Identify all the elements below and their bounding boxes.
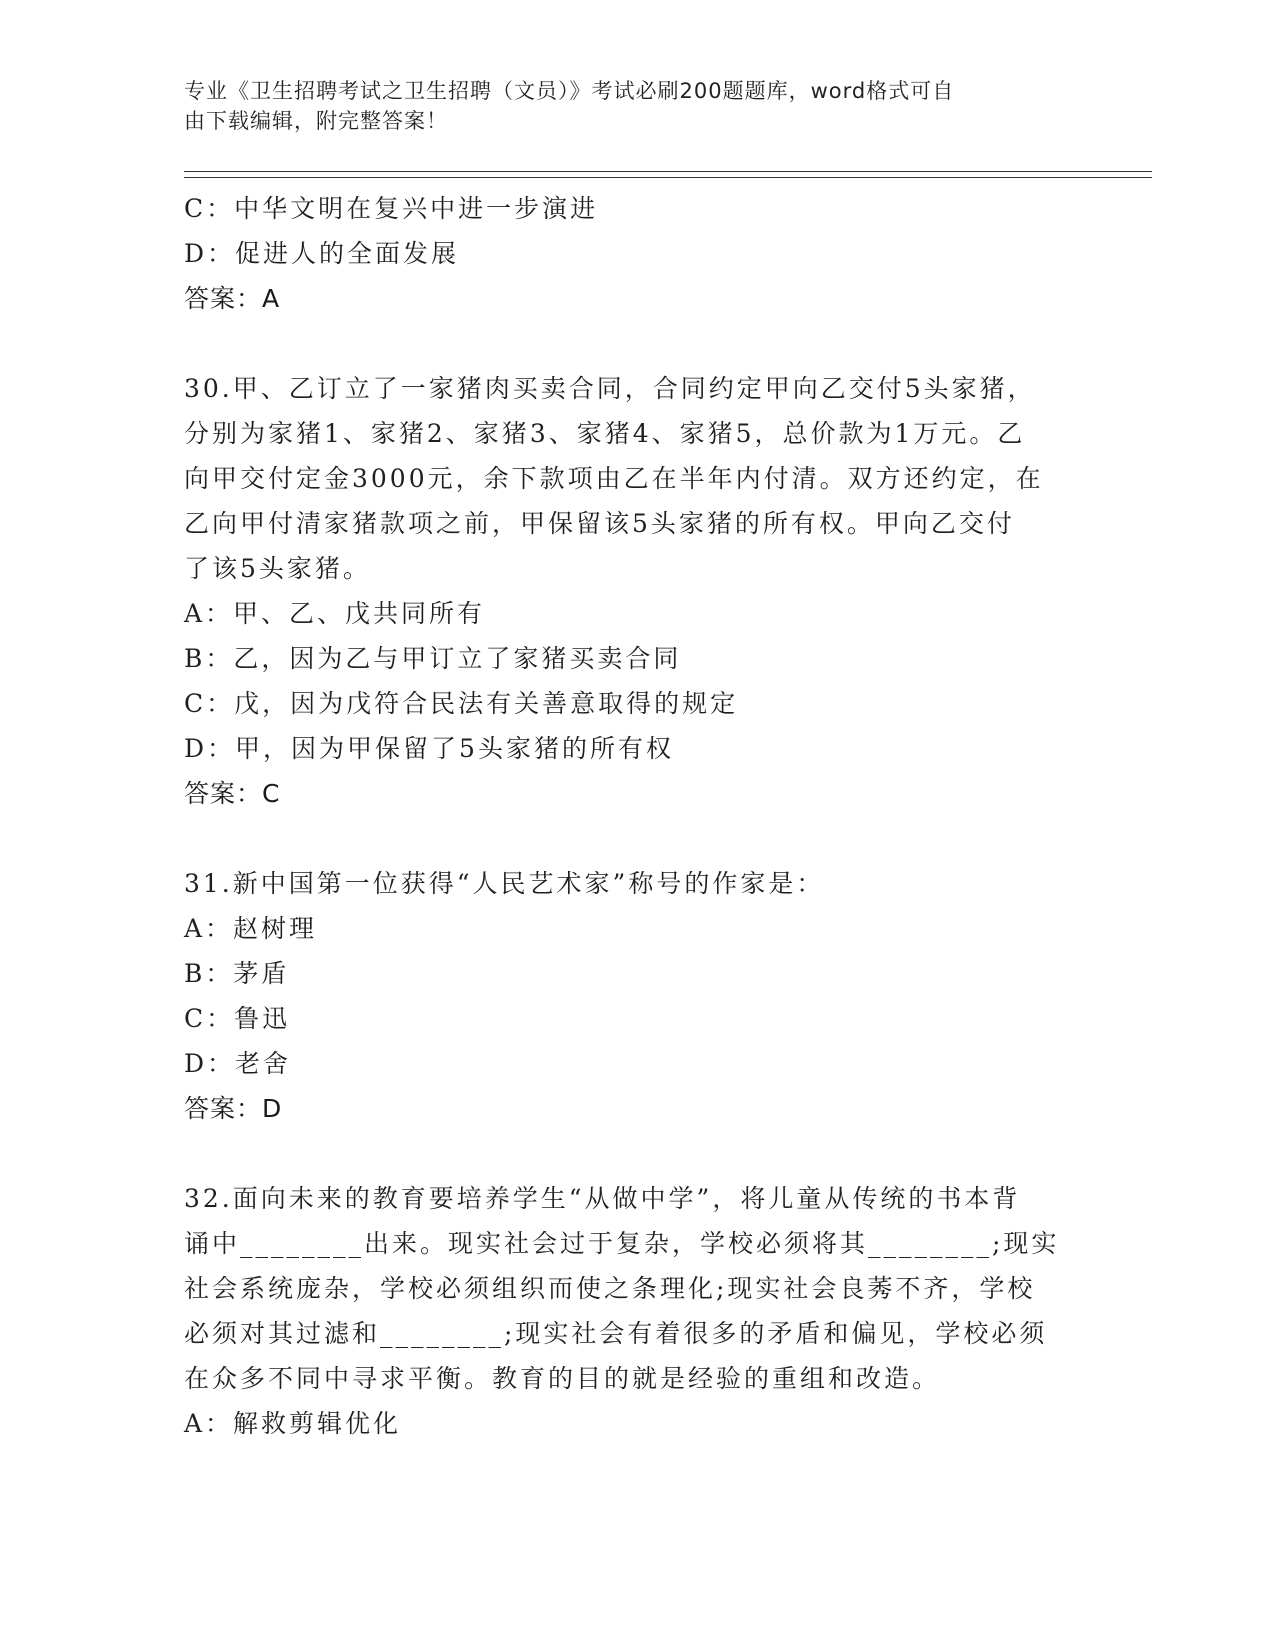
previous-question-block [184, 186, 1084, 321]
stem-line: 30.甲、乙订立了一家猪肉买卖合同，合同约定甲向乙交付5头家猪， [184, 374, 1036, 403]
option-a: A：甲、乙、戊共同所有 [184, 599, 486, 628]
question-stem [184, 861, 1084, 906]
stem-line: 诵中________出来。现实社会过于复杂，学校必须将其________;现实 [184, 1229, 1060, 1258]
stem-line: 向甲交付定金3000元，余下款项由乙在半年内付清。双方还约定，在 [184, 464, 1044, 493]
question-31 [184, 861, 1084, 1131]
option-d: D：促进人的全面发展 [184, 239, 460, 268]
question-32 [184, 1176, 1084, 1446]
stem-line: 在众多不同中寻求平衡。教育的目的就是经验的重组和改造。 [184, 1364, 941, 1393]
header-line-1: 专业《卫生招聘考试之卫生招聘（文员）》考试必刷200题题库，word格式可自 [184, 79, 955, 103]
spacer [184, 1131, 1084, 1176]
option-b: B：乙，因为乙与甲订立了家猪买卖合同 [184, 644, 682, 673]
option-d: D：甲，因为甲保留了5头家猪的所有权 [184, 734, 674, 763]
stem-line: 社会系统庞杂，学校必须组织而使之条理化;现实社会良莠不齐，学校 [184, 1274, 1036, 1303]
option-c: C：鲁迅 [184, 1004, 291, 1033]
header-line-2: 由下载编辑，附完整答案！ [184, 109, 448, 133]
option-b: B：茅盾 [184, 959, 290, 988]
spacer [184, 321, 1084, 366]
option-c: C：戊，因为戊符合民法有关善意取得的规定 [184, 689, 739, 718]
answer-line: 答案：C [184, 779, 281, 808]
question-content [184, 186, 1084, 1446]
stem-line: 了该5头家猪。 [184, 554, 371, 583]
stem-line: 32.面向未来的教育要培养学生“从做中学”，将儿童从传统的书本背 [184, 1184, 1021, 1213]
option-d: D：老舍 [184, 1049, 292, 1078]
stem-line: 31.新中国第一位获得“人民艺术家”称号的作家是： [184, 869, 825, 898]
document-header [184, 76, 1064, 136]
stem-line: 必须对其过滤和________;现实社会有着很多的矛盾和偏见，学校必须 [184, 1319, 1048, 1348]
question-stem [184, 366, 1084, 591]
answer-line: 答案：D [184, 1094, 283, 1123]
option-a: A：解救剪辑优化 [184, 1409, 402, 1438]
stem-line: 乙向甲付清家猪款项之前，甲保留该5头家猪的所有权。甲向乙交付 [184, 509, 1015, 538]
spacer [184, 816, 1084, 861]
header-divider-top [184, 171, 1152, 172]
stem-line: 分别为家猪1、家猪2、家猪3、家猪4、家猪5，总价款为1万元。乙 [184, 419, 1026, 448]
question-stem [184, 1176, 1084, 1401]
option-a: A：赵树理 [184, 914, 318, 943]
option-c: C：中华文明在复兴中进一步演进 [184, 194, 599, 223]
question-30 [184, 366, 1084, 816]
header-divider-bottom [184, 177, 1152, 178]
answer-line: 答案：A [184, 284, 281, 313]
